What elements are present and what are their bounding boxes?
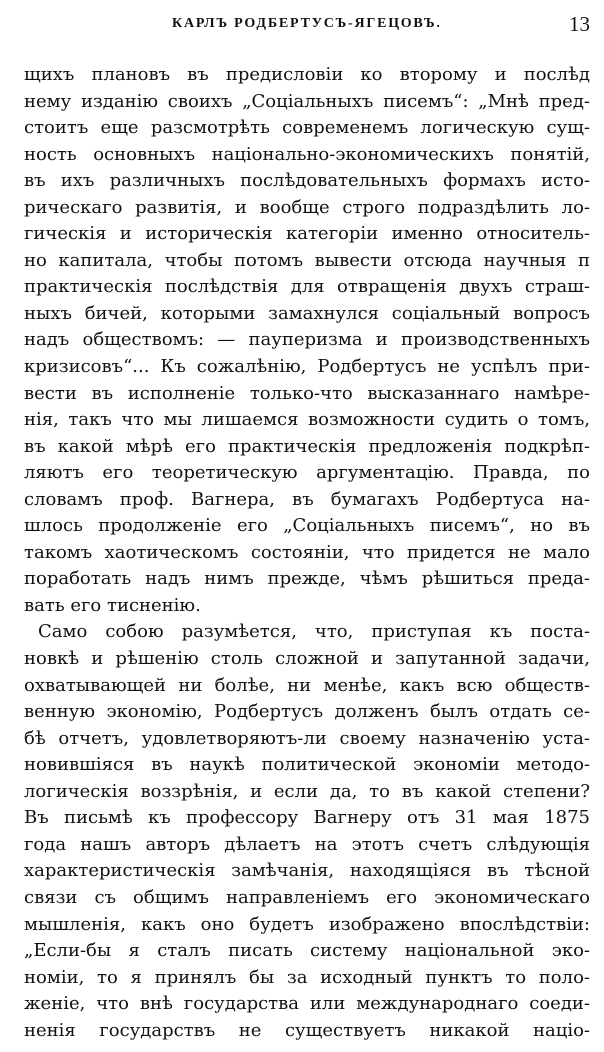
text-line: ляютъ его теоретическую аргументацію. Правда, по: [24, 462, 590, 484]
text-line: Въ письмѣ къ профессору Вагнеру отъ 31 мая 1875: [24, 807, 590, 829]
text-line: вести въ исполненіе только-что высказаннаго намѣре-: [24, 382, 590, 404]
paragraph: [24, 619, 590, 1044]
text-line: года нашъ авторъ дѣлаетъ на этотъ счетъ слѣдующія: [24, 833, 590, 855]
page-number: 13: [569, 12, 590, 36]
text-line: ность основныхъ національно-экономическихъ понятій,: [24, 143, 590, 165]
text-line: практическія послѣдствія для отвращенія двухъ страш-: [24, 276, 590, 298]
text-line: нему изданію своихъ „Соціальныхъ писемъ“: „Мнѣ пред-: [24, 90, 590, 112]
text-line: такомъ хаотическомъ состояніи, что придется не мало: [24, 541, 590, 563]
text-line: гическія и историческія категоріи именно относитель-: [24, 223, 590, 245]
text-line: надъ обществомъ: — пауперизма и производственныхъ: [24, 329, 590, 351]
text-line: логическія воззрѣнія, и если да, то въ какой степени?: [24, 780, 590, 802]
text-line: Само собою разумѣется, что, приступая къ поста-: [38, 621, 590, 643]
text-line: въ какой мѣрѣ его практическія предложенія подкрѣп-: [24, 435, 590, 457]
text-line: мышленія, какъ оно будетъ изображено впослѣдствіи:: [24, 913, 590, 935]
text-line: щихъ плановъ въ предисловіи ко второму и послѣд: [24, 64, 590, 85]
text-line: „Если-бы я сталъ писать систему національной эко-: [24, 940, 590, 962]
text-line: словамъ проф. Вагнера, въ бумагахъ Родбертуса на-: [24, 488, 590, 510]
text-line: нія, такъ что мы лишаемся возможности судить о томъ,: [24, 409, 590, 431]
text-line: шлось продолженіе его „Соціальныхъ писемъ“, но въ: [24, 515, 590, 537]
body-text: [24, 62, 590, 1044]
running-head: КАРЛЪ РОДБЕРТУСЪ-ЯГЕЦОВЪ.: [172, 16, 442, 31]
text-line: вать его тисненію.: [24, 594, 201, 616]
text-line: новившіяся въ наукѣ политической экономіи методо-: [24, 754, 590, 776]
text-line: бѣ отчетъ, удовлетворяютъ-ли своему назначенію уста-: [24, 727, 590, 749]
text-line: кризисовъ“... Къ сожалѣнію, Родбертусъ не успѣлъ при-: [24, 356, 590, 378]
text-line: поработать надъ нимъ прежде, чѣмъ рѣшиться преда-: [24, 568, 590, 590]
text-line: характеристическія замѣчанія, находящіяся въ тѣсной: [24, 860, 590, 882]
paragraph: [24, 62, 590, 619]
text-line: ныхъ бичей, которыми замахнулся соціальный вопросъ: [24, 302, 590, 324]
page-header: [0, 14, 604, 40]
text-line: номіи, то я принялъ бы за исходный пунктъ то поло-: [24, 966, 590, 988]
text-line: ненія государствъ не существуетъ никакой націо-: [24, 1019, 590, 1041]
text-line: стоитъ еще разсмотрѣть современемъ логическую сущ-: [24, 117, 590, 139]
text-line: рическаго развитія, и вообще строго подраздѣлить ло-: [24, 196, 590, 218]
text-line: охватывающей ни болѣе, ни менѣе, какъ всю обществ-: [24, 674, 590, 696]
text-line: въ ихъ различныхъ послѣдовательныхъ формахъ истo-: [24, 170, 590, 192]
text-line: связи съ общимъ направленіемъ его экономическаго: [24, 886, 590, 908]
text-line: новкѣ и рѣшенію столь сложной и запутанной задачи,: [24, 648, 590, 670]
text-line: но капитала, чтобы потомъ вывести отсюда научныя п: [24, 249, 590, 271]
text-line: женіе, что внѣ государства или международнаго соеди-: [24, 993, 590, 1015]
text-line: венную экономію, Родбертусъ долженъ былъ отдать се-: [24, 701, 590, 723]
